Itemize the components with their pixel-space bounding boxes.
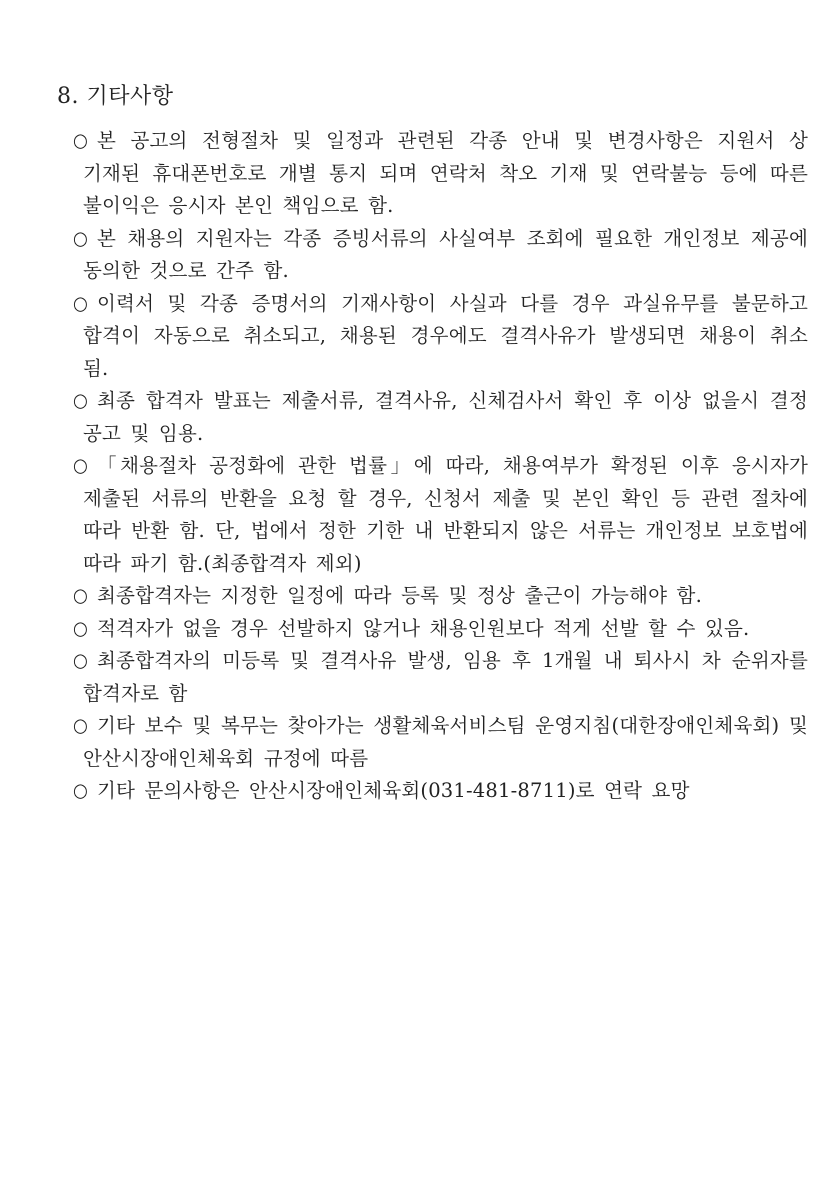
circle-bullet-icon: ○ — [73, 227, 89, 250]
list-item-text: 이력서 및 각종 증명서의 기재사항이 사실과 다를 경우 과실유무를 불문하고 합격이 자동으로 취소되고, 채용된 경우에도 결격사유가 발생되면 채용이 취소 됨. — [83, 291, 808, 380]
list-item-text: 적격자가 없을 경우 선발하지 않거나 채용인원보다 적게 선발 할 수 있음. — [97, 616, 750, 640]
list-item-text: 기타 보수 및 복무는 찾아가는 생활체육서비스팀 운영지침(대한장애인체육회) 및 안산시장애인체육회 규정에 따름 — [83, 714, 808, 770]
list-item — [73, 125, 808, 223]
circle-bullet-icon: ○ — [73, 779, 89, 803]
circle-bullet-icon: ○ — [73, 389, 89, 413]
list-item — [73, 223, 808, 288]
circle-bullet-icon: ○ — [73, 584, 89, 608]
list-item — [73, 710, 808, 775]
list-item — [73, 288, 808, 386]
circle-bullet-icon: ○ — [73, 292, 89, 315]
circle-bullet-icon: ○ — [73, 129, 89, 153]
circle-bullet-icon: ○ — [73, 649, 89, 673]
list-item — [73, 385, 808, 450]
section-heading: 8. 기타사항 — [57, 84, 174, 109]
list-item-text: 최종합격자의 미등록 및 결격사유 발생, 임용 후 1개월 내 퇴사시 차 순위자를 합격자로 함 — [83, 649, 808, 705]
circle-bullet-icon: ○ — [73, 454, 89, 478]
circle-bullet-icon: ○ — [73, 617, 89, 640]
list-item — [73, 645, 808, 710]
list-item — [73, 613, 808, 646]
circle-bullet-icon: ○ — [73, 714, 89, 738]
list-item-text: 「채용절차 공정화에 관한 법률」에 따라, 채용여부가 확정된 이후 응시자가 제출된 서류의 반환을 요청 할 경우, 신청서 제출 및 본인 확인 등 관련 절차에 따라 반환 함. 단, 법에서 정한 기한 내 반환되지 않은 서류는 개인정보 보호법에 따라 파기 함.(최종합격자 제외) — [83, 454, 808, 575]
list-item — [73, 775, 808, 808]
list-item-text: 최종 합격자 발표는 제출서류, 결격사유, 신체검사서 확인 후 이상 없을시 결정 공고 및 임용. — [83, 389, 808, 445]
list-item-text: 기타 문의사항은 안산시장애인체육회(031-481-8711)로 연락 요망 — [97, 779, 690, 802]
list-item-text: 본 채용의 지원자는 각종 증빙서류의 사실여부 조회에 필요한 개인정보 제공에 동의한 것으로 간주 함. — [83, 226, 808, 282]
list-item — [73, 580, 808, 613]
list-item-text: 최종합격자는 지정한 일정에 따라 등록 및 정상 출근이 가능해야 함. — [97, 584, 702, 607]
list-item-text: 본 공고의 전형절차 및 일정과 관련된 각종 안내 및 변경사항은 지원서 상 기재된 휴대폰번호로 개별 통지 되며 연락처 착오 기재 및 연락불능 등에 따른 불이익은 응시자 본인 책임으로 함. — [83, 129, 808, 217]
bullet-list — [73, 125, 808, 808]
list-item — [73, 450, 808, 580]
